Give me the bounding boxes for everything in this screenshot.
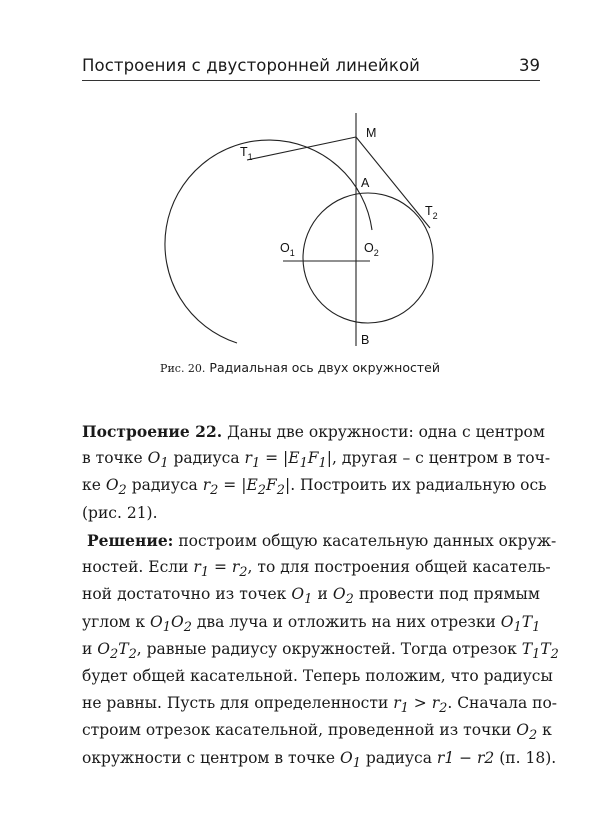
page-header [82, 56, 540, 80]
label-o2 [364, 241, 379, 258]
label-t2-sub: 2 [432, 211, 438, 221]
label-a: A [361, 176, 370, 190]
label-t2-letter: T [425, 204, 433, 218]
construction-line-3: ке $O_2$ радиуса $r_2 = |E_2F_2|$. Построить их радиальную ось [82, 476, 547, 499]
figure-caption [0, 360, 600, 375]
construction-line-4: (рис. 21). [82, 503, 158, 522]
solution-line-2: ностей. Если $r_1 = r_2$, то для построения общей касатель- [82, 558, 551, 581]
solution-line-5: и $O_2T_2$, равные радиусу окружностей. Тогда отрезок $T_1T_2$ [82, 639, 559, 662]
circle-o1-arc [165, 140, 372, 343]
label-o1-letter: O [280, 241, 290, 255]
label-t2 [425, 204, 438, 221]
label-m: M [366, 126, 377, 140]
label-o2-sub: 2 [373, 248, 379, 258]
construction-line-1: Построение 22. Даны две окружности: одна с центром [82, 422, 545, 441]
label-o2-letter: O [364, 241, 374, 255]
solution-line-8: строим отрезок касательной, проведенной из точки $O_2$ к [82, 721, 552, 744]
solution-paragraph [82, 527, 559, 772]
radical-axis-figure [160, 100, 460, 350]
label-t1 [240, 145, 253, 162]
solution-line-6: будет общей касательной. Теперь положим, что радиусы [82, 666, 553, 685]
construction-heading: Построение 22. [82, 422, 223, 441]
label-t1-letter: T [240, 145, 248, 159]
solution-line-4: углом к $O_1O_2$ два луча и отложить на них отрезки $O_1T_1$ [82, 612, 541, 635]
solution-line-1: Решение: построим общую касательную данных окруж- [86, 531, 557, 550]
construction-paragraph [82, 418, 551, 527]
caption-prefix: Рис. 20. [160, 362, 206, 375]
construction-line-2: в точке $O_1$ радиуса $r_1 = |E_1F_1|$, другая – с центром в точ- [82, 449, 551, 472]
label-o1 [280, 241, 295, 258]
caption-text: Радиальная ось двух окружностей [209, 360, 440, 375]
header-rule [82, 80, 540, 81]
running-title: Построения с двусторонней линейкой [82, 56, 420, 75]
label-t1-sub: 1 [247, 152, 253, 162]
solution-line-3: ной достаточно из точек $O_1$ и $O_2$ провести под прямым [82, 585, 540, 608]
solution-line-7: не равны. Пусть для определенности $r_1 > r_2$. Сначала по- [82, 694, 558, 717]
label-o1-sub: 1 [289, 248, 295, 258]
solution-heading: Решение: [86, 531, 174, 550]
solution-line-9: окружности с центром в точке $O_1$ радиуса r1 − r2 (п. 18). [82, 748, 557, 771]
page-number: 39 [519, 56, 540, 75]
label-b: B [361, 333, 370, 347]
